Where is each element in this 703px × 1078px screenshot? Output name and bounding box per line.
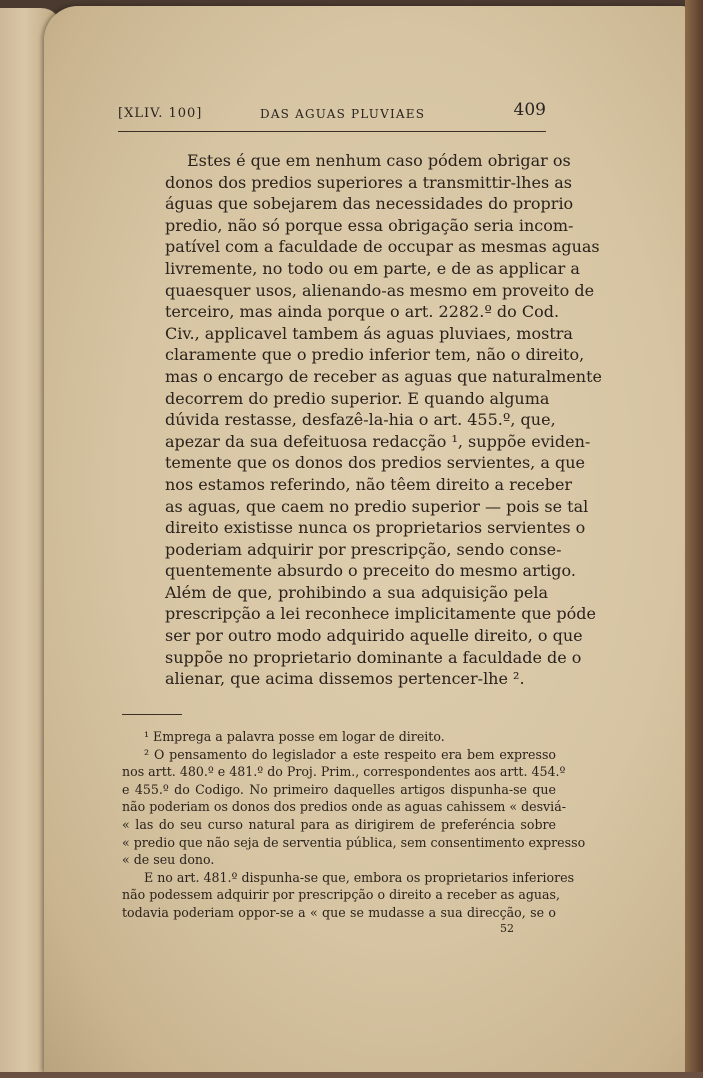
footnote-line: « predio que não seja de serventia pública, sem consentimento expresso [122,834,586,850]
footnote-line: nos artt. 480.º e 481.º do Proj. Prim., correspondentes aos artt. 454.º [122,764,566,780]
body-line: donos dos predios superiores a transmittir-lhes as [165,172,572,192]
header-rule [118,131,546,132]
body-line: terceiro, mas ainda porque o art. 2282.º do Cod. [165,302,560,322]
body-line: quentemente absurdo o preceito do mesmo artigo. [165,561,576,581]
signature-mark: 52 [500,922,514,935]
body-paragraph [165,150,602,690]
footnotes [122,728,586,922]
body-line: dúvida restasse, desfazê-la-hia o art. 455.º, que, [165,410,556,430]
body-line: ser por outro modo adquirido aquelle direito, o que [165,626,583,646]
binding-edge [685,0,703,1078]
body-line: decorrem do predio superior. E quando alguma [165,388,550,408]
footnote-line: e 455.º do Codigo. No primeiro daquelles artigos dispunha-se que [122,781,556,797]
body-line: Civ., applicavel tambem ás aguas pluviaes, mostra [165,323,573,343]
body-line: livremente, no todo ou em parte, e de as applicar a [165,258,580,278]
body-line: direito existisse nunca os proprietarios servientes o [165,518,586,538]
body-line: mas o encargo de receber as aguas que naturalmente [165,366,602,386]
body-line: predio, não só porque essa obrigação seria incom- [165,215,574,235]
page-number: 409 [513,100,546,120]
body-line: poderiam adquirir por prescripção, sendo conse- [165,539,562,559]
running-title: DAS AGUAS PLUVIAES [260,107,426,121]
body-line: quaesquer usos, alienando-as mesmo em proveito de [165,280,595,300]
body-line: apezar da sua defeituosa redacção ¹, suppõe eviden- [165,431,591,451]
page-header [118,100,546,124]
body-line: nos estamos referindo, não têem direito a receber [165,474,573,494]
footnote-line: « las do seu curso natural para as dirigirem de preferéncia sobre [122,816,556,832]
footnote-line: ¹ Emprega a palavra posse em logar de direito. [144,729,445,744]
footnote-rule [122,714,182,715]
body-line: as aguas, que caem no predio superior — pois se tal [165,496,589,516]
body-line: suppõe no proprietario dominante a faculdade de o [165,647,582,667]
footnote-line: E no art. 481.º dispunha-se que, embora os proprietarios inferiores [144,869,575,885]
footnote-line: todavia poderiam oppor-se a « que se mudasse a sua direcção, se o [122,904,556,920]
body-line: patível com a faculdade de occupar as mesmas aguas [165,237,600,257]
body-line: águas que sobejarem das necessidades do proprio [165,194,574,214]
footnote-line: não podessem adquirir por prescripção o direito a receber as aguas, [122,887,560,903]
body-line: temente que os donos dos predios servientes, a que [165,453,585,473]
body-line: prescripção a lei reconhece implicitamente que póde [165,604,596,624]
footnote-line: « de seu dono. [122,852,215,868]
bottom-edge [0,1072,703,1078]
body-line: claramente que o predio inferior tem, não o direito, [165,345,585,365]
body-line: alienar, que acima dissemos pertencer-lhe ². [165,669,525,689]
running-head: [XLIV. 100] [118,106,203,121]
body-line: Estes é que em nenhum caso pódem obrigar os [187,151,571,170]
footnote-line: não poderiam os donos dos predios onde as aguas cahissem « desviá- [122,799,566,815]
body-line: Além de que, prohibindo a sua adquisição pela [165,582,548,602]
footnote-line: ² O pensamento do legislador a este respeito era bem expresso [144,746,556,762]
